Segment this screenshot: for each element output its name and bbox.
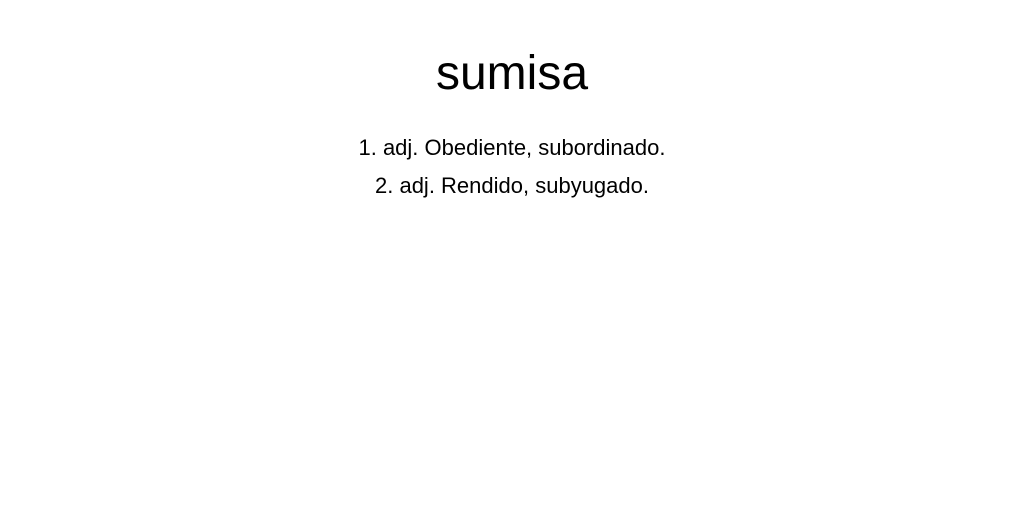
definition-item: 1. adj. Obediente, subordinado. [358,135,666,160]
definition-list [0,129,1024,205]
headword: sumisa [435,47,589,100]
definition-item: 2. adj. Rendido, subyugado. [375,173,649,198]
